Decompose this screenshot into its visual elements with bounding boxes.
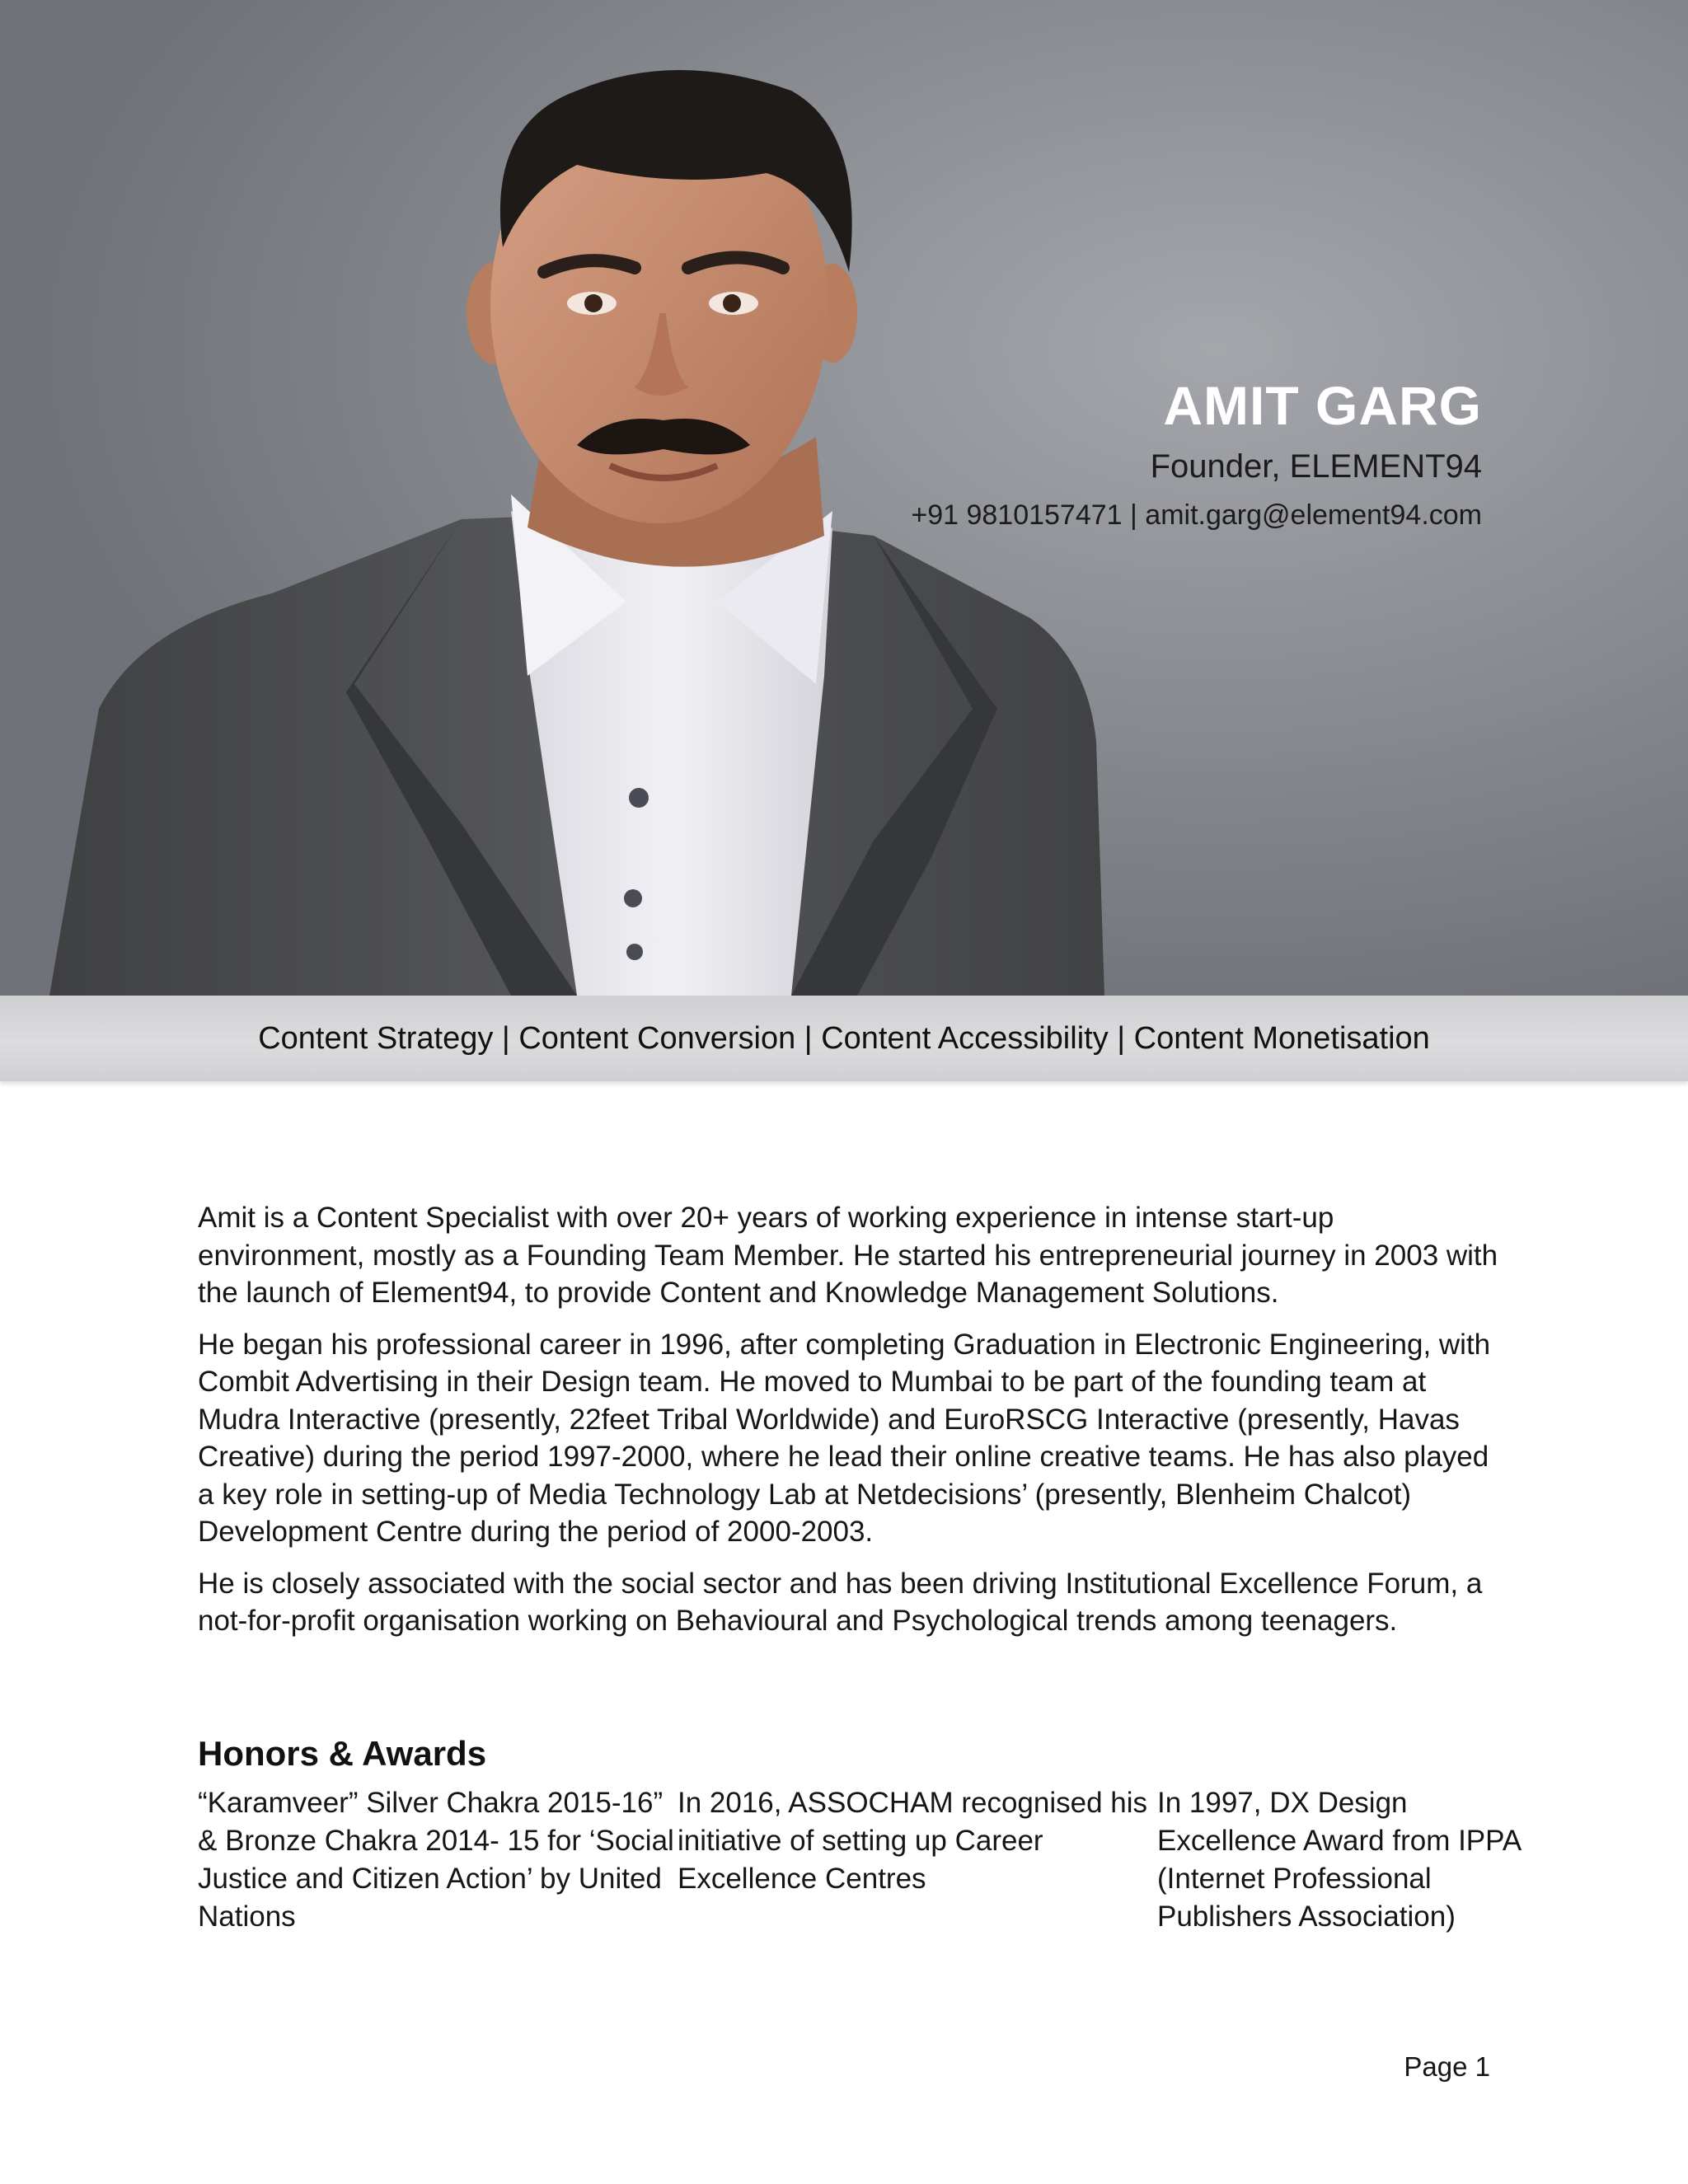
award-item: In 1997, DX Design Excellence Award from IPPA (Internet Professional Publishers Association): [1157, 1787, 1521, 1933]
page-number: Page 1: [1404, 2051, 1490, 2082]
tagline-text: Content Strategy | Content Conversion | Content Accessibility | Content Monetisation: [258, 1021, 1430, 1056]
bio-paragraph: He is closely associated with the social sector and has been driving Institutional Excellence Forum, a not-for-profit organisation working on Behavioural and Psychological trends among teenagers.: [198, 1567, 1483, 1637]
hero-banner: [0, 0, 1688, 996]
contact-line: +91 9810157471 | amit.garg@element94.com: [911, 499, 1482, 531]
tagline-bar: [0, 996, 1688, 1081]
awards-list: [198, 1784, 1550, 1936]
award-item: In 2016, ASSOCHAM recognised his initiative of setting up Career Excellence Centres: [678, 1787, 1148, 1895]
person-title: Founder, ELEMENT94: [1150, 448, 1482, 485]
bio-section: [198, 1199, 1500, 1654]
award-item: “Karamveer” Silver Chakra 2015-16” & Bronze Chakra 2014- 15 for ‘Social Justice and Citizen Action’ by United Nations: [198, 1787, 674, 1933]
bio-paragraph: Amit is a Content Specialist with over 20+ years of working experience in intense start-up environment, mostly as a Founding Team Member. He started his entrepreneurial journey in 2003 with the launch of Element94, to provide Content and Knowledge Management Solutions.: [198, 1202, 1498, 1309]
awards-heading: Honors & Awards: [198, 1734, 487, 1773]
bio-paragraph: He began his professional career in 1996, after completing Graduation in Electronic Engineering, with Combit Advertising in their Design team. He moved to Mumbai to be part of the founding team at Mudra Interactive (presently, 22feet Tribal Worldwide) and EuroRSCG Interactive (presently, Havas Creative) during the period 1997-2000, where he lead their online creative teams. He has also played a key role in setting-up of Media Technology Lab at Netdecisions’ (presently, Blenheim Chalcot) Development Centre during the period of 2000-2003.: [198, 1328, 1491, 1548]
person-name: AMIT GARG: [1163, 375, 1482, 436]
header-info: [658, 373, 1482, 536]
